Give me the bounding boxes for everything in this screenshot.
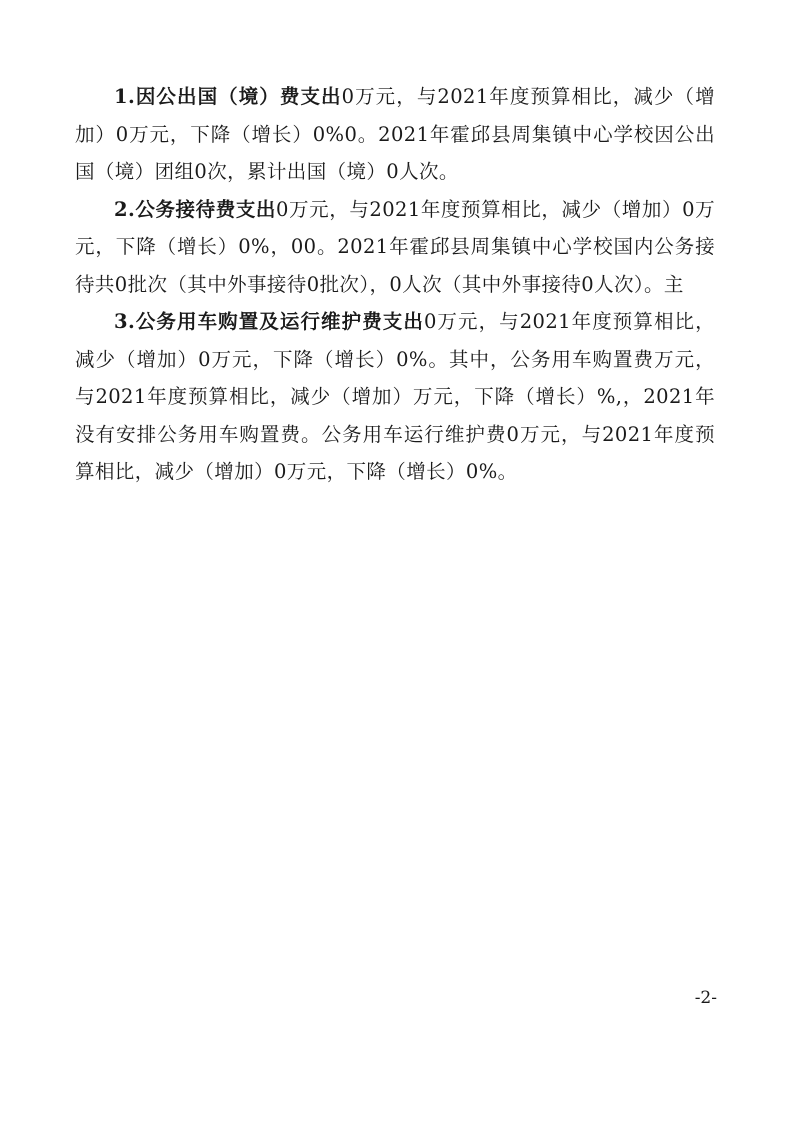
document-body (75, 78, 715, 491)
paragraph-text: 0万元，与2021年度预算相比，减少（增加）0万元，下降（增长）0%。其中，公务用车购置费万元，与2021年度预算相比，减少（增加）万元，下降（增长）%,，2021年没有安排公务用车购置费。公务用车运行维护费0万元，与2021年度预算相比，减少（增加）0万元，下降（增长）0%。 (75, 310, 716, 483)
paragraph-heading: 3.公务用车购置及运行维护费支出 (114, 310, 424, 333)
paragraph-text: 0万元，与2021年度预算相比，减少（增加）0万元，下降（增长）0%，00。2021年霍邱县周集镇中心学校国内公务接待共0批次（其中外事接待0批次），0人次（其中外事接待0人次）。主 (75, 197, 715, 296)
paragraph-heading: 1.因公出国（境）费支出 (114, 85, 342, 108)
page-number: -2- (694, 988, 717, 1008)
paragraph-text: 0万元，与2021年度预算相比，减少（增加）0万元，下降（增长）0%0。2021年霍邱县周集镇中心学校因公出国（境）团组0次，累计出国（境）0人次。 (75, 85, 715, 183)
paragraph-vehicle-expense (75, 303, 715, 491)
paragraph-heading: 2.公务接待费支出 (114, 197, 277, 221)
paragraph-overseas-expense (75, 78, 715, 191)
paragraph-reception-expense (75, 191, 715, 304)
